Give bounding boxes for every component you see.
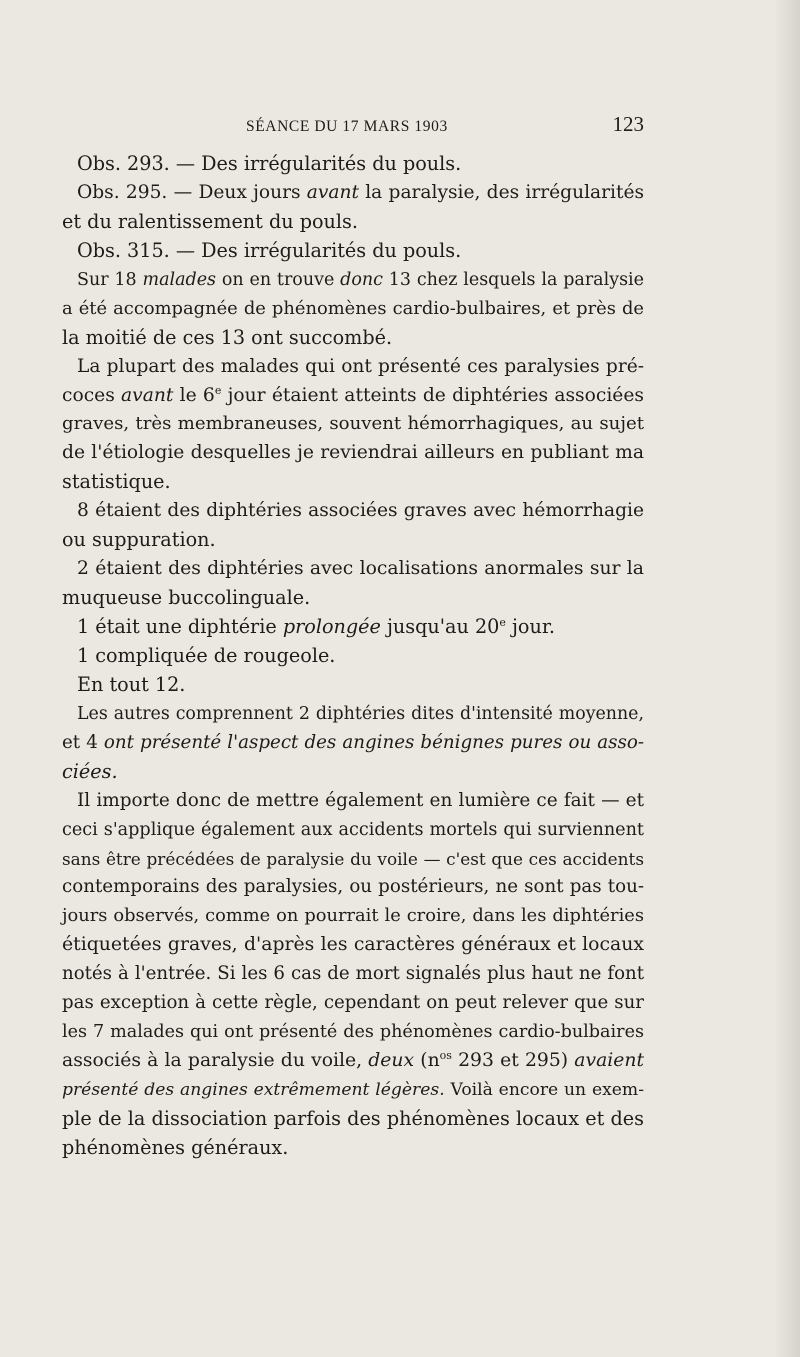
text-line: et du ralentissement du pouls. [62, 209, 358, 233]
text-line: et 4 ont présenté l'aspect des angines bénignes pures ou asso- [62, 731, 645, 753]
text-line: phénomènes généraux. [62, 1135, 289, 1159]
running-title: SÉANCE DU 17 MARS 1903 [246, 118, 448, 135]
text-line: muqueuse buccolinguale. [62, 586, 311, 610]
text-line: Obs. 295. — Deux jours avant la paralysie, des irrégularités [77, 181, 645, 203]
text-line: associés à la paralysie du voile, deux ($n^{os}$ 293 et 295) avaient [62, 1049, 645, 1072]
text-line: de l'étiologie desquelles je reviendrai ailleurs en publiant ma [62, 442, 644, 464]
text-line: La plupart des malades qui ont présenté ces paralysies pré- [77, 355, 644, 377]
text-line: pas exception à cette règle, cependant on peut relever que sur [62, 992, 644, 1014]
text-line: Il importe donc de mettre également en lumière ce fait — et [77, 789, 644, 811]
text-line: ou suppuration. [62, 528, 216, 552]
text-line: 1 compliquée de rougeole. [77, 643, 336, 667]
page-header [62, 112, 644, 142]
text-line: En tout 12. [77, 672, 186, 696]
text-line: 2 étaient des diphtéries avec localisations anormales sur la [77, 558, 644, 580]
text-line: Les autres comprennent 2 diphtéries dites d'intensité moyenne, [77, 703, 644, 724]
text-line: statistique. [62, 470, 171, 494]
text-line: présenté des angines extrêmement légères. Voilà encore un exem- [62, 1080, 644, 1100]
text-line: graves, très membraneuses, souvent hémorrhagiques, au sujet [62, 413, 644, 435]
text-line: coces avant le 6e jour étaient atteints de diphtéries associées [62, 383, 644, 406]
text-line: ceci s'applique également aux accidents mortels qui surviennent [62, 819, 644, 840]
text-line: a été accompagnée de phénomènes cardio-bulbaires, et près de [62, 297, 644, 319]
text-line: 8 étaient des diphtéries associées graves avec hémorrhagie [77, 500, 644, 522]
text-line: Sur 18 malades on en trouve donc 13 chez lesquels la paralysie [77, 269, 644, 290]
text-line: contemporains des paralysies, ou postérieurs, ne sont pas tou- [62, 876, 644, 898]
text-line: Obs. 293. — Des irrégularités du pouls. [77, 152, 462, 175]
text-line: étiquetées graves, d'après les caractères généraux et locaux [62, 934, 644, 956]
page-number: 123 [612, 112, 644, 136]
text-line: ciées. [62, 759, 118, 783]
text-line: notés à l'entrée. Si les 6 cas de mort signalés plus haut ne font [62, 963, 644, 985]
text-line: jours observés, comme on pourrait le croire, dans les diphtéries [62, 905, 644, 927]
body-text [62, 150, 644, 1163]
text-line: 1 était une diphtérie prolongée jusqu'au 20e jour. [77, 615, 555, 638]
text-line: la moitié de ces 13 ont succombé. [62, 325, 393, 349]
text-line: sans être précédées de paralysie du voile — c'est que ces accidents [62, 848, 644, 869]
text-line: les 7 malades qui ont présenté des phénomènes cardio-bulbaires [62, 1022, 644, 1043]
text-line: ple de la dissociation parfois des phénomènes locaux et des [62, 1106, 644, 1130]
text-line: Obs. 315. — Des irrégularités du pouls. [77, 238, 462, 262]
page-edge-shadow [774, 0, 800, 1357]
